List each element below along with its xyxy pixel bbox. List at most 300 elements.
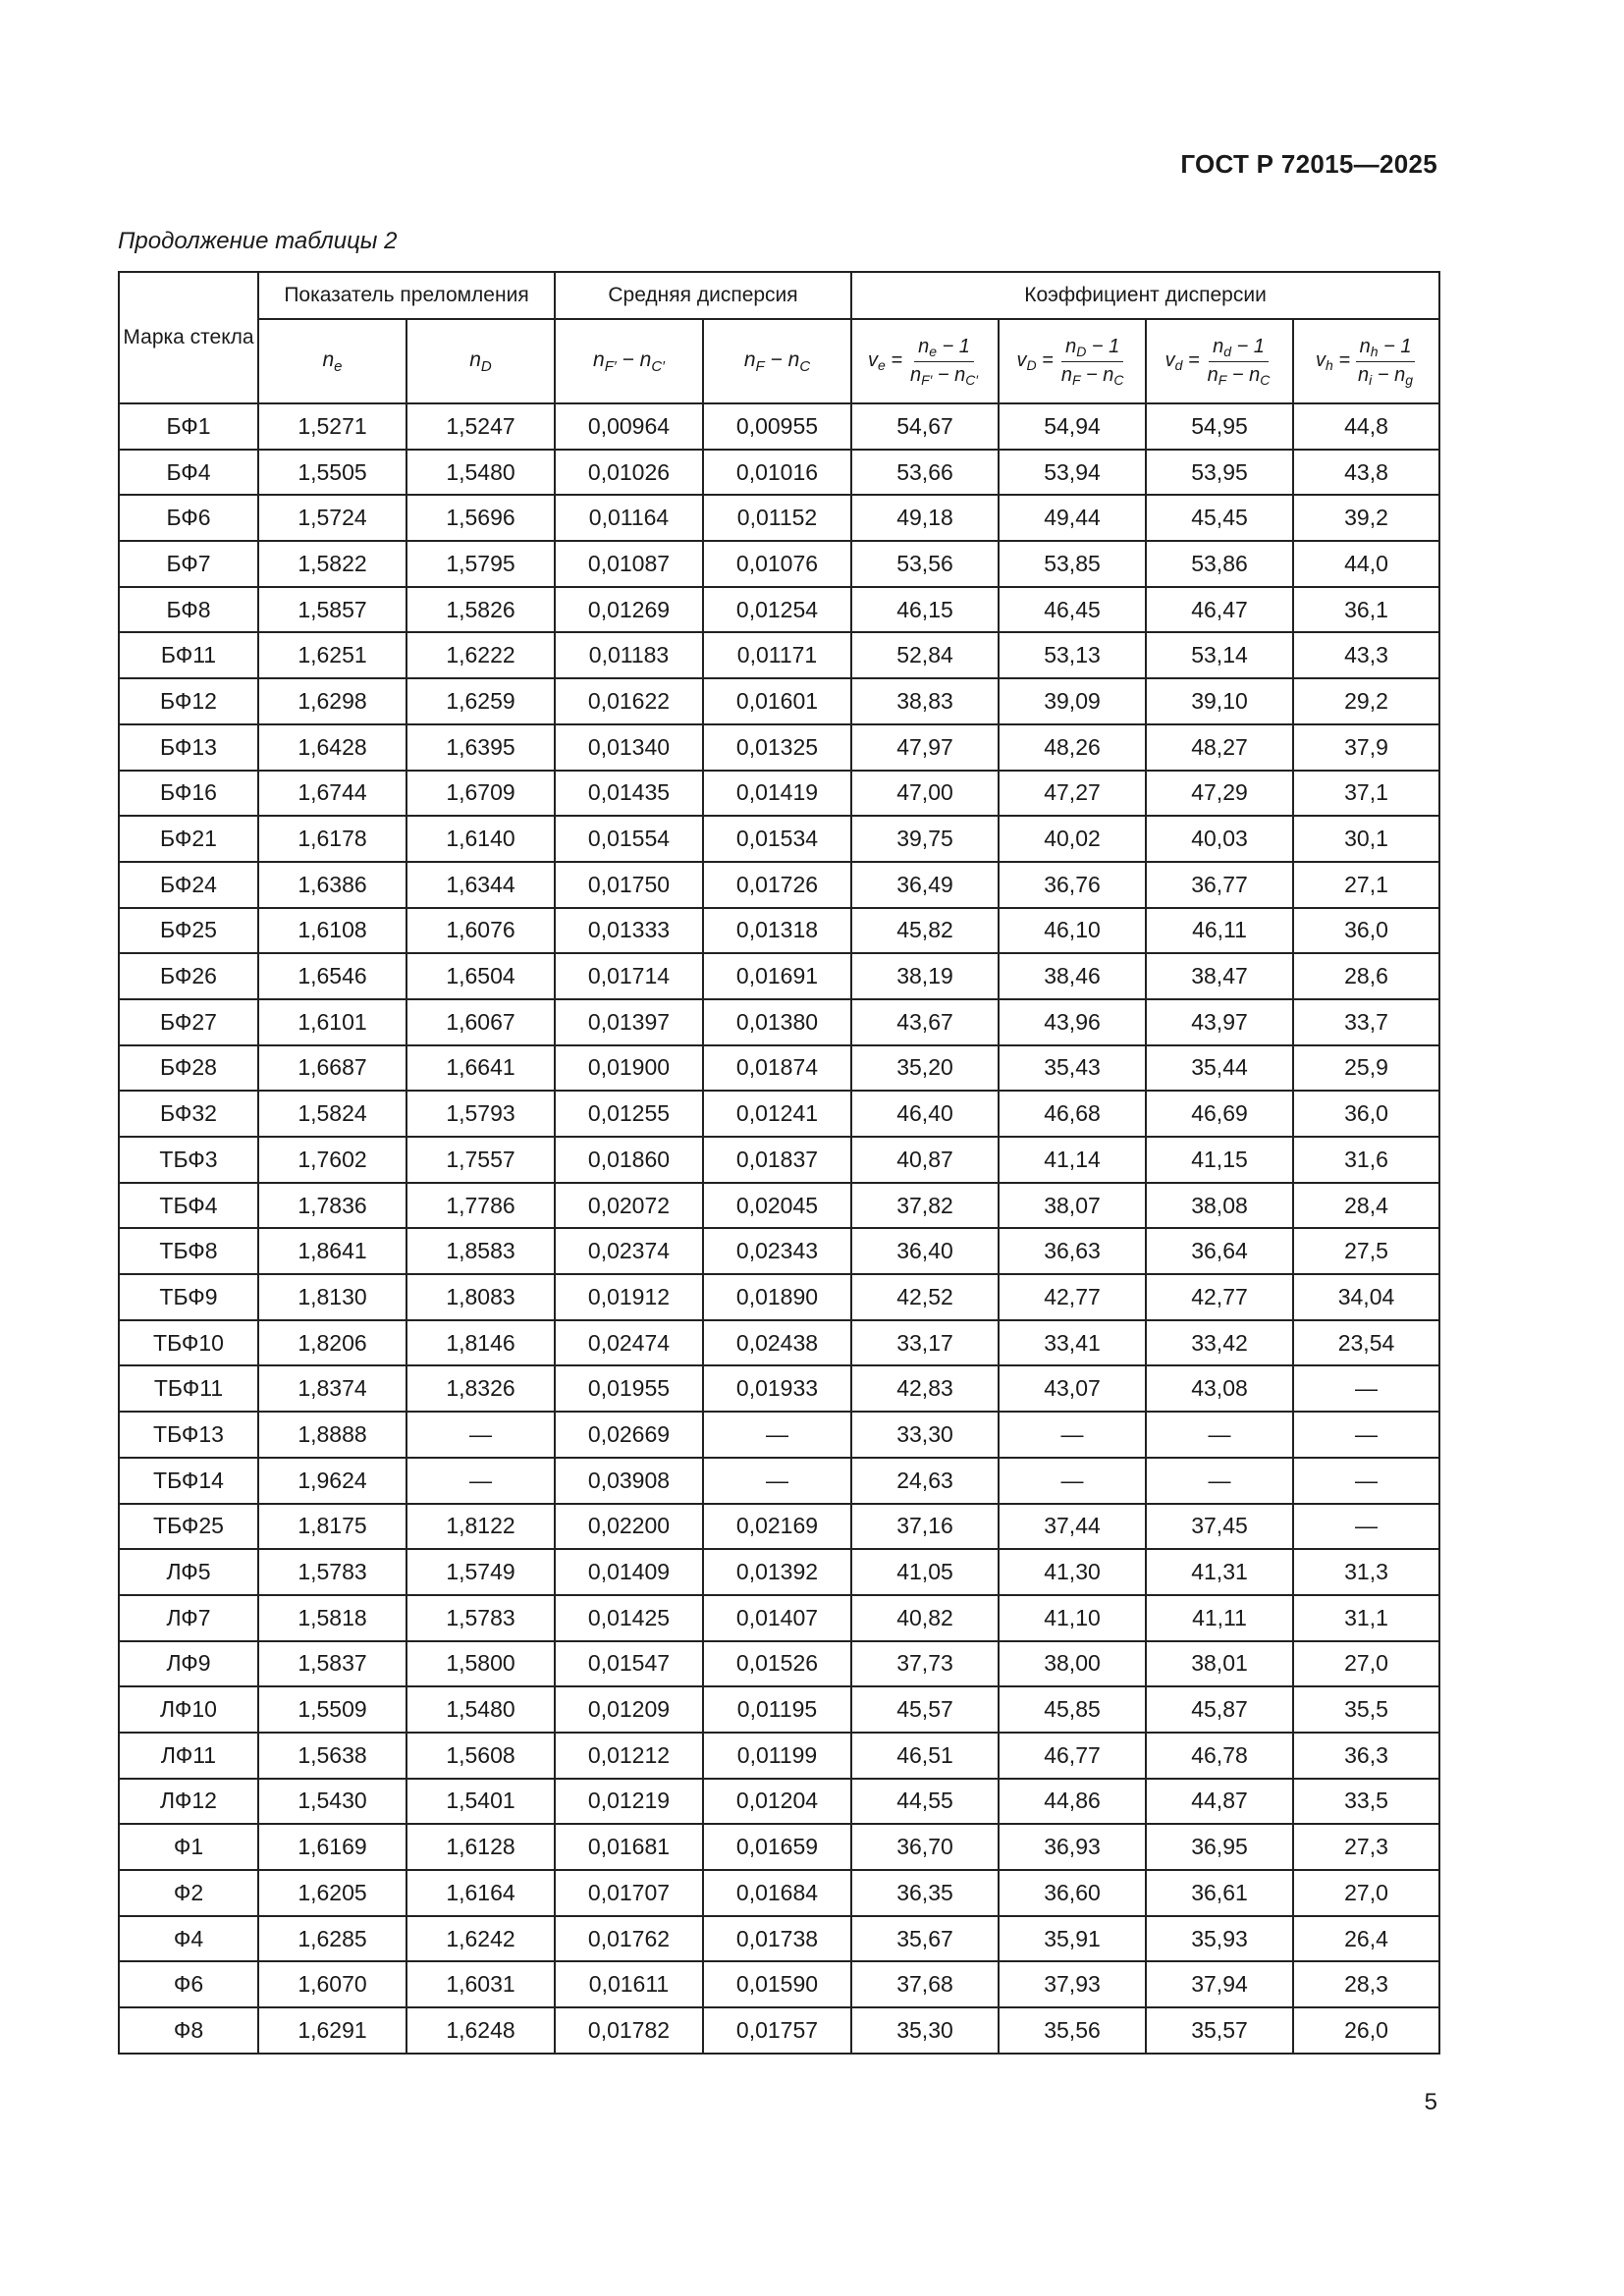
cell-nd-capital: 1,5480 <box>406 450 555 496</box>
cell-vh: 30,1 <box>1293 816 1439 862</box>
cell-nf-prime-minus-nc-prime: 0,01340 <box>555 724 703 771</box>
cell-nd-capital: 1,8326 <box>406 1365 555 1412</box>
cell-glass-mark: БФ32 <box>119 1091 258 1137</box>
table-row <box>119 1779 1439 1825</box>
cell-ne: 1,5822 <box>258 541 406 587</box>
cell-nf-minus-nc: 0,01659 <box>703 1824 851 1870</box>
cell-vd-capital: 41,10 <box>999 1595 1146 1641</box>
cell-vh: 37,9 <box>1293 724 1439 771</box>
cell-vd: 35,57 <box>1146 2007 1293 2054</box>
cell-ne: 1,6386 <box>258 862 406 908</box>
cell-nd-capital: 1,7557 <box>406 1137 555 1183</box>
table-row <box>119 1091 1439 1137</box>
cell-ve: 53,56 <box>851 541 999 587</box>
cell-ne: 1,6687 <box>258 1045 406 1092</box>
cell-glass-mark: БФ25 <box>119 908 258 954</box>
cell-nf-prime-minus-nc-prime: 0,01425 <box>555 1595 703 1641</box>
cell-glass-mark: БФ24 <box>119 862 258 908</box>
cell-vh: 31,6 <box>1293 1137 1439 1183</box>
cell-ne: 1,5824 <box>258 1091 406 1137</box>
cell-nf-prime-minus-nc-prime: 0,01409 <box>555 1549 703 1595</box>
cell-nf-prime-minus-nc-prime: 0,01707 <box>555 1870 703 1916</box>
cell-glass-mark: БФ7 <box>119 541 258 587</box>
cell-vd: 33,42 <box>1146 1320 1293 1366</box>
cell-vd: 38,47 <box>1146 953 1293 999</box>
table-row <box>119 1365 1439 1412</box>
cell-vd: 53,86 <box>1146 541 1293 587</box>
cell-nf-minus-nc: 0,01419 <box>703 771 851 817</box>
cell-nf-minus-nc: 0,00955 <box>703 403 851 450</box>
cell-nd-capital: 1,8122 <box>406 1504 555 1550</box>
table-row <box>119 1274 1439 1320</box>
cell-vd: 38,08 <box>1146 1183 1293 1229</box>
cell-vd: 40,03 <box>1146 816 1293 862</box>
cell-vd-capital: 36,63 <box>999 1228 1146 1274</box>
cell-ve: 54,67 <box>851 403 999 450</box>
cell-vd-capital: 38,00 <box>999 1641 1146 1687</box>
cell-nf-prime-minus-nc-prime: 0,01955 <box>555 1365 703 1412</box>
table-row <box>119 1961 1439 2007</box>
cell-ne: 1,5837 <box>258 1641 406 1687</box>
cell-vd-capital: 43,07 <box>999 1365 1146 1412</box>
cell-vh: 28,4 <box>1293 1183 1439 1229</box>
cell-glass-mark: Ф1 <box>119 1824 258 1870</box>
cell-ve: 37,73 <box>851 1641 999 1687</box>
cell-nf-prime-minus-nc-prime: 0,01397 <box>555 999 703 1045</box>
cell-nf-prime-minus-nc-prime: 0,01622 <box>555 678 703 724</box>
column-header-vd-capital-formula: $v_D$ = $\frac{n_D - 1}{n_F - n_C}$ <box>999 319 1146 403</box>
cell-nf-minus-nc: 0,01526 <box>703 1641 851 1687</box>
cell-vh: 43,8 <box>1293 450 1439 496</box>
cell-ne: 1,6251 <box>258 632 406 678</box>
cell-ve: 46,15 <box>851 587 999 633</box>
cell-nf-prime-minus-nc-prime: 0,01209 <box>555 1686 703 1733</box>
cell-glass-mark: ТБФ14 <box>119 1458 258 1504</box>
cell-ne: 1,5509 <box>258 1686 406 1733</box>
cell-vh: 27,0 <box>1293 1870 1439 1916</box>
cell-ve: 37,68 <box>851 1961 999 2007</box>
cell-ve: 49,18 <box>851 495 999 541</box>
table-row <box>119 1228 1439 1274</box>
cell-vd-capital: 49,44 <box>999 495 1146 541</box>
cell-nf-prime-minus-nc-prime: 0,03908 <box>555 1458 703 1504</box>
cell-nf-minus-nc: 0,01318 <box>703 908 851 954</box>
cell-glass-mark: БФ11 <box>119 632 258 678</box>
cell-nf-prime-minus-nc-prime: 0,01087 <box>555 541 703 587</box>
cell-vd-capital: 37,44 <box>999 1504 1146 1550</box>
cell-nf-minus-nc: 0,02169 <box>703 1504 851 1550</box>
column-header-nf-minus-nc: $n_F - n_C$ <box>703 319 851 403</box>
cell-ne: 1,8641 <box>258 1228 406 1274</box>
cell-nd-capital: 1,5800 <box>406 1641 555 1687</box>
cell-ve: 36,70 <box>851 1824 999 1870</box>
cell-vd-capital: 46,68 <box>999 1091 1146 1137</box>
cell-vd: 37,45 <box>1146 1504 1293 1550</box>
cell-vd: 41,11 <box>1146 1595 1293 1641</box>
table-row <box>119 403 1439 450</box>
table-caption: Продолжение таблицы 2 <box>118 228 398 254</box>
table-row <box>119 724 1439 771</box>
column-group-refractive-index: Показатель преломления <box>258 272 555 319</box>
table-row <box>119 999 1439 1045</box>
cell-nf-minus-nc: 0,02045 <box>703 1183 851 1229</box>
cell-glass-mark: ЛФ11 <box>119 1733 258 1779</box>
cell-nf-minus-nc: 0,02343 <box>703 1228 851 1274</box>
table-row <box>119 495 1439 541</box>
page-number: 5 <box>1424 2089 1437 2115</box>
cell-nf-minus-nc: 0,01076 <box>703 541 851 587</box>
cell-vd: 48,27 <box>1146 724 1293 771</box>
table-row <box>119 541 1439 587</box>
column-header-ve-formula: $v_e$ = $\frac{n_e - 1}{n_{F'} - n_{C'}}$ <box>851 319 999 403</box>
cell-vh: 27,5 <box>1293 1228 1439 1274</box>
cell-vd: 53,95 <box>1146 450 1293 496</box>
cell-glass-mark: БФ6 <box>119 495 258 541</box>
table-row <box>119 1183 1439 1229</box>
cell-vd: — <box>1146 1458 1293 1504</box>
table-row <box>119 1137 1439 1183</box>
cell-nd-capital: 1,5795 <box>406 541 555 587</box>
cell-nf-minus-nc: 0,01837 <box>703 1137 851 1183</box>
cell-nd-capital: 1,5696 <box>406 495 555 541</box>
cell-vh: 25,9 <box>1293 1045 1439 1092</box>
cell-nd-capital: 1,6222 <box>406 632 555 678</box>
cell-ve: 53,66 <box>851 450 999 496</box>
cell-vh: — <box>1293 1412 1439 1458</box>
table-row <box>119 1733 1439 1779</box>
cell-nf-prime-minus-nc-prime: 0,01269 <box>555 587 703 633</box>
cell-vd: 45,87 <box>1146 1686 1293 1733</box>
cell-nf-minus-nc: 0,01890 <box>703 1274 851 1320</box>
table-row <box>119 1686 1439 1733</box>
cell-nf-minus-nc: 0,01738 <box>703 1916 851 1962</box>
cell-nf-prime-minus-nc-prime: 0,01681 <box>555 1824 703 1870</box>
cell-nf-minus-nc: 0,01726 <box>703 862 851 908</box>
cell-vd-capital: 35,56 <box>999 2007 1146 2054</box>
cell-nd-capital: 1,6128 <box>406 1824 555 1870</box>
cell-nf-prime-minus-nc-prime: 0,02374 <box>555 1228 703 1274</box>
cell-vh: 36,0 <box>1293 908 1439 954</box>
cell-vh: 39,2 <box>1293 495 1439 541</box>
cell-ne: 1,5271 <box>258 403 406 450</box>
glass-dispersion-table <box>118 271 1440 2055</box>
cell-ne: 1,7602 <box>258 1137 406 1183</box>
cell-ve: 40,87 <box>851 1137 999 1183</box>
cell-glass-mark: ТБФ25 <box>119 1504 258 1550</box>
cell-vd-capital: — <box>999 1458 1146 1504</box>
cell-vd-capital: 36,60 <box>999 1870 1146 1916</box>
column-header-nd-capital: $n_D$ <box>406 319 555 403</box>
cell-nd-capital: 1,5480 <box>406 1686 555 1733</box>
cell-nf-prime-minus-nc-prime: 0,01333 <box>555 908 703 954</box>
cell-vd: 36,95 <box>1146 1824 1293 1870</box>
cell-vd-capital: 37,93 <box>999 1961 1146 2007</box>
cell-vd: 36,77 <box>1146 862 1293 908</box>
cell-ne: 1,6428 <box>258 724 406 771</box>
cell-ve: 38,83 <box>851 678 999 724</box>
table-row <box>119 1504 1439 1550</box>
cell-ne: 1,5857 <box>258 587 406 633</box>
cell-ve: 46,40 <box>851 1091 999 1137</box>
cell-ve: 42,52 <box>851 1274 999 1320</box>
cell-nd-capital: 1,6504 <box>406 953 555 999</box>
cell-ne: 1,9624 <box>258 1458 406 1504</box>
cell-nf-minus-nc: 0,01152 <box>703 495 851 541</box>
cell-nd-capital: 1,5247 <box>406 403 555 450</box>
table-row <box>119 1458 1439 1504</box>
cell-nd-capital: 1,6067 <box>406 999 555 1045</box>
table-row <box>119 1320 1439 1366</box>
table-row <box>119 2007 1439 2054</box>
cell-glass-mark: ТБФ11 <box>119 1365 258 1412</box>
cell-vd-capital: 38,46 <box>999 953 1146 999</box>
cell-nf-minus-nc: 0,01325 <box>703 724 851 771</box>
cell-glass-mark: ЛФ12 <box>119 1779 258 1825</box>
cell-vd: 42,77 <box>1146 1274 1293 1320</box>
cell-vh: 27,0 <box>1293 1641 1439 1687</box>
cell-glass-mark: БФ21 <box>119 816 258 862</box>
cell-glass-mark: ТБФ10 <box>119 1320 258 1366</box>
cell-ve: 33,17 <box>851 1320 999 1366</box>
cell-nf-prime-minus-nc-prime: 0,02200 <box>555 1504 703 1550</box>
cell-vh: 33,7 <box>1293 999 1439 1045</box>
cell-vd-capital: 48,26 <box>999 724 1146 771</box>
cell-ne: 1,6291 <box>258 2007 406 2054</box>
cell-vh: 31,1 <box>1293 1595 1439 1641</box>
cell-glass-mark: БФ28 <box>119 1045 258 1092</box>
cell-glass-mark: БФ26 <box>119 953 258 999</box>
cell-vd: 35,44 <box>1146 1045 1293 1092</box>
cell-nf-minus-nc: 0,01407 <box>703 1595 851 1641</box>
cell-glass-mark: ТБФ3 <box>119 1137 258 1183</box>
cell-glass-mark: БФ27 <box>119 999 258 1045</box>
cell-nd-capital: 1,8583 <box>406 1228 555 1274</box>
cell-ve: 52,84 <box>851 632 999 678</box>
table-row <box>119 632 1439 678</box>
cell-ve: 45,57 <box>851 1686 999 1733</box>
cell-nf-prime-minus-nc-prime: 0,02669 <box>555 1412 703 1458</box>
cell-ve: 44,55 <box>851 1779 999 1825</box>
cell-nd-capital: 1,8083 <box>406 1274 555 1320</box>
cell-vd-capital: 53,94 <box>999 450 1146 496</box>
cell-vd-capital: 45,85 <box>999 1686 1146 1733</box>
cell-nd-capital: 1,6259 <box>406 678 555 724</box>
cell-ne: 1,8206 <box>258 1320 406 1366</box>
cell-nf-prime-minus-nc-prime: 0,01900 <box>555 1045 703 1092</box>
cell-nd-capital: 1,6248 <box>406 2007 555 2054</box>
cell-nf-prime-minus-nc-prime: 0,01714 <box>555 953 703 999</box>
cell-nd-capital: 1,6344 <box>406 862 555 908</box>
cell-nd-capital: 1,5401 <box>406 1779 555 1825</box>
cell-nd-capital: 1,5783 <box>406 1595 555 1641</box>
cell-nd-capital: — <box>406 1412 555 1458</box>
cell-vh: — <box>1293 1365 1439 1412</box>
cell-vd: 37,94 <box>1146 1961 1293 2007</box>
cell-vd-capital: 53,85 <box>999 541 1146 587</box>
cell-ne: 1,5724 <box>258 495 406 541</box>
cell-nd-capital: 1,6031 <box>406 1961 555 2007</box>
cell-vh: 26,4 <box>1293 1916 1439 1962</box>
cell-nd-capital: 1,6242 <box>406 1916 555 1962</box>
cell-ve: 38,19 <box>851 953 999 999</box>
cell-nf-minus-nc: 0,01590 <box>703 1961 851 2007</box>
cell-vh: 35,5 <box>1293 1686 1439 1733</box>
cell-vh: — <box>1293 1458 1439 1504</box>
cell-vd-capital: 46,10 <box>999 908 1146 954</box>
cell-nf-prime-minus-nc-prime: 0,02072 <box>555 1183 703 1229</box>
cell-vd: 47,29 <box>1146 771 1293 817</box>
cell-vh: 34,04 <box>1293 1274 1439 1320</box>
cell-nf-prime-minus-nc-prime: 0,01164 <box>555 495 703 541</box>
cell-vd-capital: — <box>999 1412 1146 1458</box>
cell-ve: 35,20 <box>851 1045 999 1092</box>
cell-vd: 35,93 <box>1146 1916 1293 1962</box>
cell-nf-minus-nc: 0,01392 <box>703 1549 851 1595</box>
cell-vd: 43,08 <box>1146 1365 1293 1412</box>
cell-ne: 1,8374 <box>258 1365 406 1412</box>
table-row <box>119 1412 1439 1458</box>
cell-vd-capital: 53,13 <box>999 632 1146 678</box>
cell-vd: 43,97 <box>1146 999 1293 1045</box>
column-header-ne: $n_e$ <box>258 319 406 403</box>
cell-ne: 1,7836 <box>258 1183 406 1229</box>
cell-vd: 44,87 <box>1146 1779 1293 1825</box>
cell-vd-capital: 46,45 <box>999 587 1146 633</box>
cell-nf-prime-minus-nc-prime: 0,02474 <box>555 1320 703 1366</box>
table-row <box>119 1870 1439 1916</box>
table-row <box>119 953 1439 999</box>
cell-glass-mark: БФ12 <box>119 678 258 724</box>
cell-nf-minus-nc: 0,01199 <box>703 1733 851 1779</box>
cell-vd: 46,69 <box>1146 1091 1293 1137</box>
cell-ve: 47,00 <box>851 771 999 817</box>
column-group-mean-dispersion: Средняя дисперсия <box>555 272 851 319</box>
cell-ne: 1,6108 <box>258 908 406 954</box>
cell-vh: 37,1 <box>1293 771 1439 817</box>
cell-nf-minus-nc: 0,01691 <box>703 953 851 999</box>
cell-vd-capital: 47,27 <box>999 771 1146 817</box>
cell-vd: 36,64 <box>1146 1228 1293 1274</box>
cell-nd-capital: 1,6076 <box>406 908 555 954</box>
cell-vd: 46,47 <box>1146 587 1293 633</box>
cell-ve: 46,51 <box>851 1733 999 1779</box>
cell-nf-prime-minus-nc-prime: 0,01860 <box>555 1137 703 1183</box>
cell-vh: 43,3 <box>1293 632 1439 678</box>
cell-ve: 33,30 <box>851 1412 999 1458</box>
cell-nd-capital: 1,8146 <box>406 1320 555 1366</box>
cell-glass-mark: ЛФ10 <box>119 1686 258 1733</box>
cell-vd-capital: 42,77 <box>999 1274 1146 1320</box>
cell-ve: 39,75 <box>851 816 999 862</box>
table-body <box>119 403 1439 2054</box>
cell-vd: 46,11 <box>1146 908 1293 954</box>
cell-glass-mark: Ф8 <box>119 2007 258 2054</box>
cell-nd-capital: 1,6395 <box>406 724 555 771</box>
cell-nf-prime-minus-nc-prime: 0,01547 <box>555 1641 703 1687</box>
cell-glass-mark: ТБФ9 <box>119 1274 258 1320</box>
cell-ne: 1,5430 <box>258 1779 406 1825</box>
cell-ve: 35,30 <box>851 2007 999 2054</box>
cell-nd-capital: 1,6641 <box>406 1045 555 1092</box>
cell-vd-capital: 41,30 <box>999 1549 1146 1595</box>
cell-ve: 37,82 <box>851 1183 999 1229</box>
cell-nf-minus-nc: 0,01171 <box>703 632 851 678</box>
cell-ne: 1,6298 <box>258 678 406 724</box>
cell-vh: 36,1 <box>1293 587 1439 633</box>
cell-nf-minus-nc: 0,01534 <box>703 816 851 862</box>
cell-vd: 39,10 <box>1146 678 1293 724</box>
cell-nd-capital: 1,5793 <box>406 1091 555 1137</box>
table-row <box>119 908 1439 954</box>
cell-nf-prime-minus-nc-prime: 0,01762 <box>555 1916 703 1962</box>
cell-nf-minus-nc: — <box>703 1412 851 1458</box>
cell-nf-prime-minus-nc-prime: 0,01219 <box>555 1779 703 1825</box>
cell-glass-mark: БФ16 <box>119 771 258 817</box>
cell-ne: 1,6205 <box>258 1870 406 1916</box>
cell-nd-capital: 1,6140 <box>406 816 555 862</box>
cell-nf-minus-nc: 0,01254 <box>703 587 851 633</box>
cell-vd-capital: 44,86 <box>999 1779 1146 1825</box>
cell-ve: 43,67 <box>851 999 999 1045</box>
cell-ne: 1,8130 <box>258 1274 406 1320</box>
cell-vd-capital: 36,76 <box>999 862 1146 908</box>
cell-nd-capital: 1,5826 <box>406 587 555 633</box>
cell-glass-mark: БФ1 <box>119 403 258 450</box>
cell-glass-mark: ТБФ4 <box>119 1183 258 1229</box>
cell-vh: 36,3 <box>1293 1733 1439 1779</box>
cell-nf-minus-nc: 0,01684 <box>703 1870 851 1916</box>
cell-vh: 36,0 <box>1293 1091 1439 1137</box>
cell-vd: 41,15 <box>1146 1137 1293 1183</box>
cell-vh: 33,5 <box>1293 1779 1439 1825</box>
cell-nf-minus-nc: 0,01380 <box>703 999 851 1045</box>
cell-vd: 38,01 <box>1146 1641 1293 1687</box>
table-row <box>119 587 1439 633</box>
cell-vd: 54,95 <box>1146 403 1293 450</box>
cell-ve: 41,05 <box>851 1549 999 1595</box>
cell-nf-prime-minus-nc-prime: 0,01750 <box>555 862 703 908</box>
cell-nd-capital: 1,5749 <box>406 1549 555 1595</box>
cell-ne: 1,6169 <box>258 1824 406 1870</box>
cell-ne: 1,5505 <box>258 450 406 496</box>
document-standard-header: ГОСТ Р 72015—2025 <box>1180 149 1437 179</box>
cell-nd-capital: 1,7786 <box>406 1183 555 1229</box>
cell-ne: 1,5783 <box>258 1549 406 1595</box>
cell-glass-mark: БФ13 <box>119 724 258 771</box>
table-row <box>119 1595 1439 1641</box>
cell-vd-capital: 43,96 <box>999 999 1146 1045</box>
cell-nf-prime-minus-nc-prime: 0,01435 <box>555 771 703 817</box>
cell-glass-mark: ЛФ7 <box>119 1595 258 1641</box>
cell-ve: 24,63 <box>851 1458 999 1504</box>
table-row <box>119 1045 1439 1092</box>
cell-vh: — <box>1293 1504 1439 1550</box>
cell-ne: 1,6070 <box>258 1961 406 2007</box>
cell-ve: 37,16 <box>851 1504 999 1550</box>
table-row <box>119 1549 1439 1595</box>
cell-ve: 36,35 <box>851 1870 999 1916</box>
table-row <box>119 1916 1439 1962</box>
cell-glass-mark: ЛФ5 <box>119 1549 258 1595</box>
cell-glass-mark: Ф2 <box>119 1870 258 1916</box>
cell-vh: 28,3 <box>1293 1961 1439 2007</box>
table-row <box>119 1641 1439 1687</box>
cell-ve: 36,49 <box>851 862 999 908</box>
cell-nf-prime-minus-nc-prime: 0,01554 <box>555 816 703 862</box>
cell-nf-prime-minus-nc-prime: 0,01212 <box>555 1733 703 1779</box>
cell-vd-capital: 39,09 <box>999 678 1146 724</box>
cell-vh: 31,3 <box>1293 1549 1439 1595</box>
